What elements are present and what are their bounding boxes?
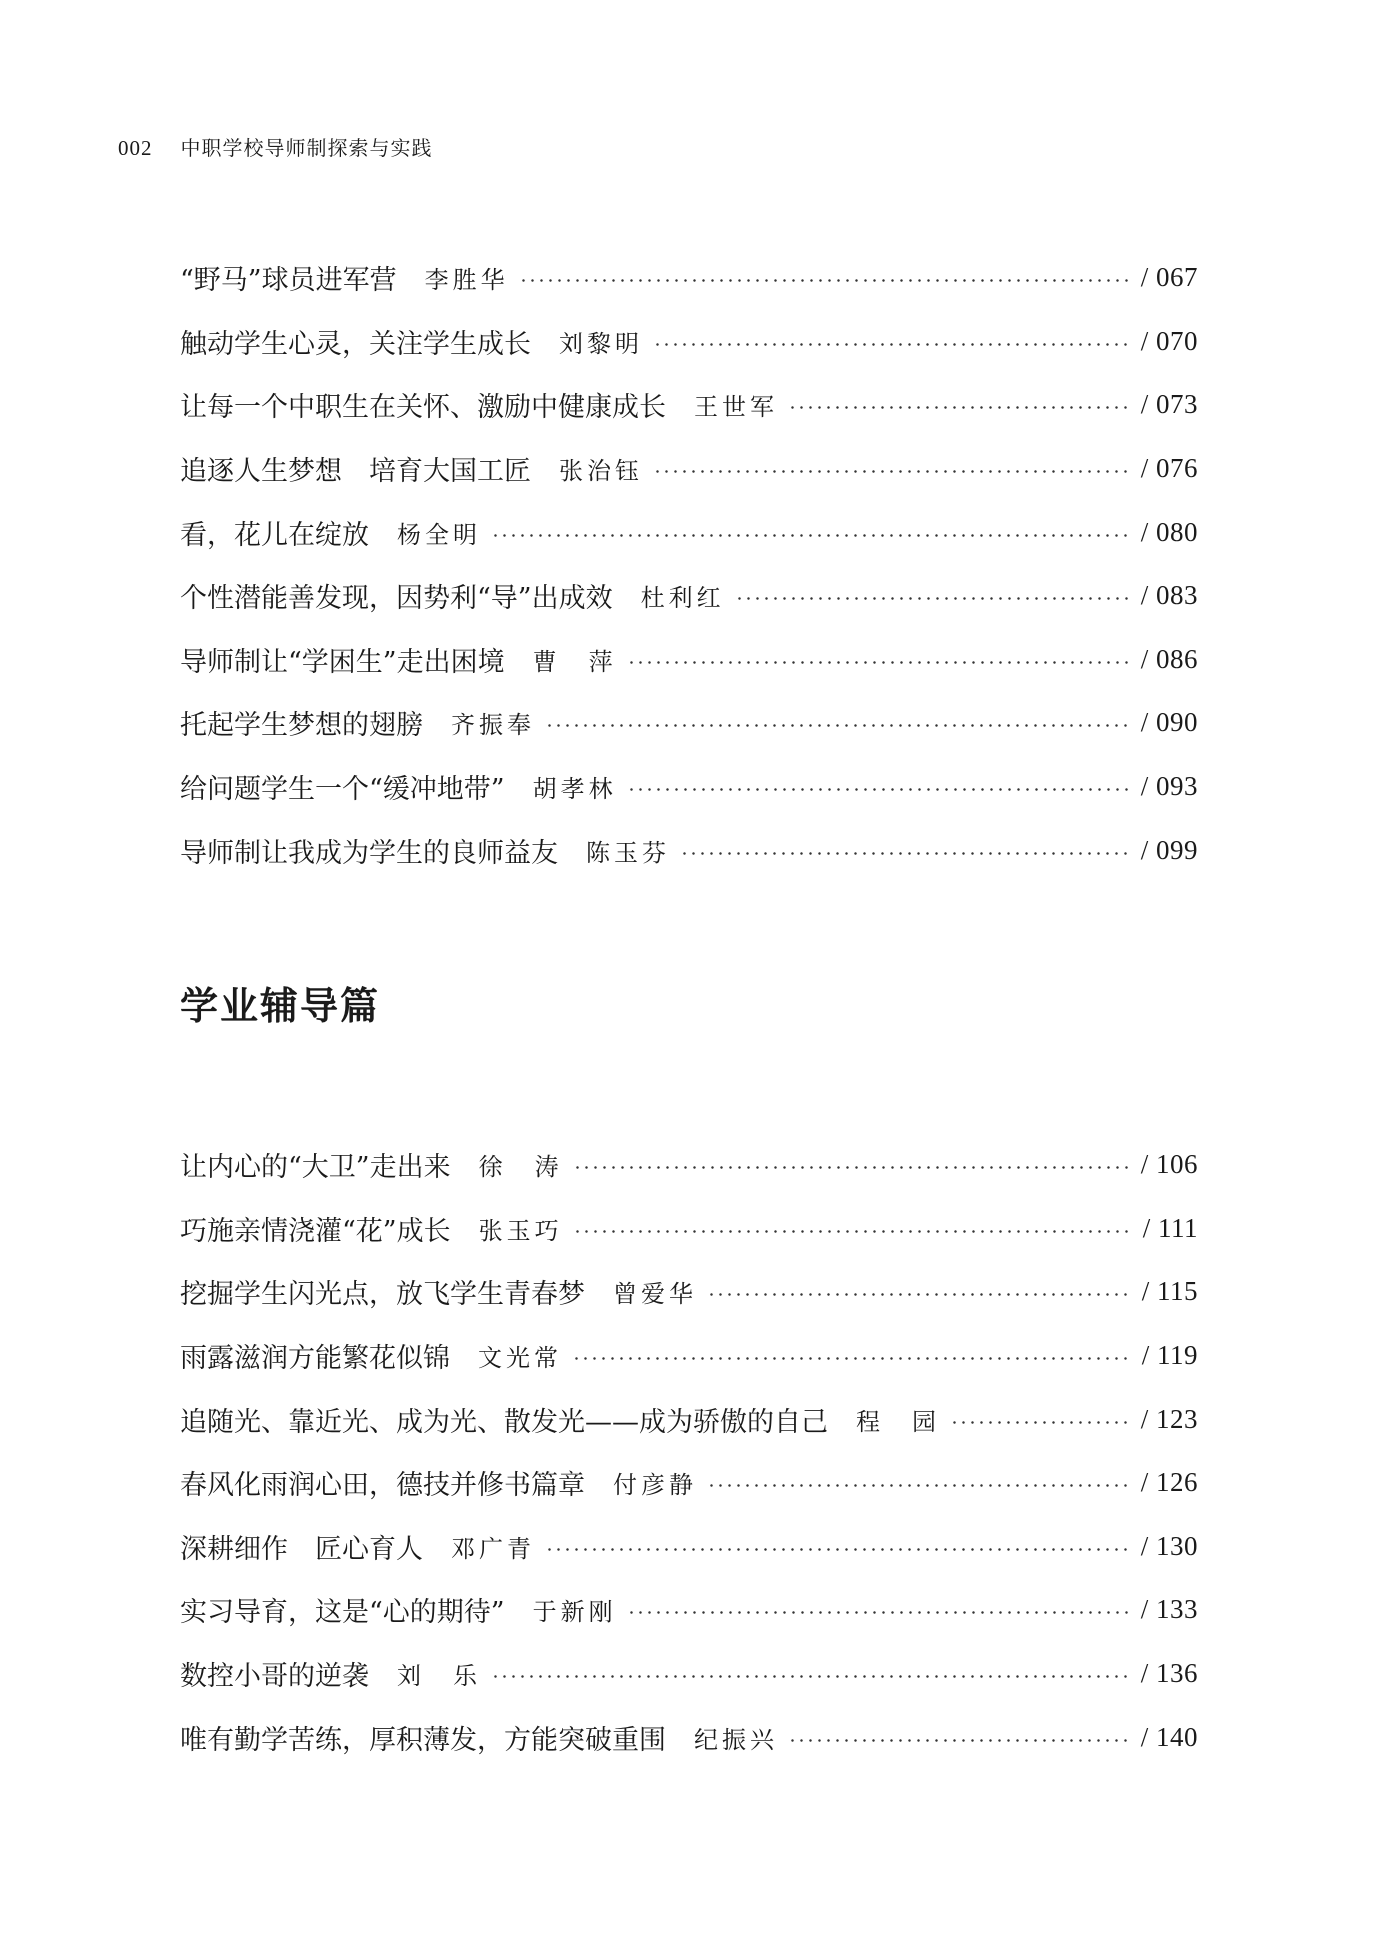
toc-entry-title: “野马”球员进军营: [180, 265, 397, 297]
toc-entry-author: 于新刚: [532, 1598, 617, 1627]
toc-entry[interactable]: [180, 246, 1198, 310]
dot-leader: [653, 470, 1131, 473]
toc-entry[interactable]: [180, 437, 1198, 501]
toc-entry-title: 春风化雨润心田，德技并修书篇章: [180, 1470, 585, 1502]
dot-leader: [653, 343, 1131, 346]
dot-leader: [735, 597, 1131, 600]
header-book-title: 中职学校导师制探索与实践: [180, 136, 433, 160]
toc-entry-page: / 106: [1140, 1149, 1198, 1180]
toc-entry[interactable]: [180, 1260, 1198, 1324]
toc-entry-author: 陈玉芬: [586, 838, 670, 867]
toc-entry-title: 唯有勤学苦练，厚积薄发，方能突破重围: [180, 1724, 666, 1756]
toc-entry-page: / 123: [1140, 1403, 1198, 1434]
toc-entry[interactable]: [180, 818, 1198, 882]
toc-entry[interactable]: [180, 755, 1198, 819]
toc-entry-page: / 076: [1140, 453, 1198, 484]
toc-entry-title: 让内心的“大卫”走出来: [180, 1152, 451, 1184]
dot-leader: [627, 788, 1131, 791]
toc-entry-title: 托起学生梦想的翅膀: [180, 710, 423, 742]
toc-entry-page: / 099: [1140, 834, 1198, 865]
toc-entry[interactable]: [180, 1387, 1198, 1451]
section-heading: 学业辅导篇: [180, 984, 381, 1028]
toc-entry-page: / 115: [1141, 1276, 1198, 1307]
dot-leader: [788, 406, 1131, 409]
toc-entry[interactable]: [180, 1324, 1198, 1388]
toc-entry[interactable]: [180, 691, 1198, 755]
toc-entry-author: 程 园: [856, 1407, 940, 1436]
toc-entry-author: 张玉巧: [478, 1216, 563, 1245]
toc-entry-title: 导师制让我成为学生的良师益友: [180, 837, 558, 869]
toc-entry-author: 杨全明: [397, 520, 481, 549]
dot-leader: [519, 279, 1131, 282]
toc-entry-title: 雨露滋润方能繁花似锦: [180, 1343, 450, 1375]
toc-entry[interactable]: [180, 500, 1198, 564]
toc-entry-title: 触动学生心灵，关注学生成长: [180, 328, 531, 360]
toc-entry[interactable]: [180, 1705, 1198, 1769]
dot-leader: [491, 534, 1131, 537]
dot-leader: [573, 1166, 1131, 1169]
dot-leader: [545, 724, 1131, 727]
toc-entry-title: 深耕细作 匠心育人: [180, 1533, 423, 1565]
dot-leader: [707, 1293, 1132, 1296]
toc-entry-title: 数控小哥的逆袭: [180, 1661, 369, 1693]
toc-entry-author: 曾爱华: [613, 1280, 697, 1309]
toc-entry-page: / 093: [1140, 771, 1198, 802]
dot-leader: [627, 661, 1131, 664]
toc-entry-title: 导师制让“学困生”走出困境: [180, 646, 505, 678]
toc-entry-author: 刘 乐: [397, 1662, 481, 1691]
dot-leader: [788, 1739, 1131, 1742]
toc-entry-author: 刘黎明: [559, 329, 643, 358]
toc-entry-title: 追逐人生梦想 培育大国工匠: [180, 456, 531, 488]
running-header: [118, 132, 433, 161]
dot-leader: [572, 1357, 1132, 1360]
toc-entry[interactable]: [180, 1133, 1198, 1197]
dot-leader: [545, 1548, 1131, 1551]
toc-entry-author: 齐振奉: [451, 711, 535, 740]
toc-entry-author: 徐 涛: [478, 1153, 563, 1182]
toc-entry[interactable]: [180, 1451, 1198, 1515]
dot-leader: [491, 1675, 1131, 1678]
toc-entry-author: 曹 萍: [532, 647, 617, 676]
toc-entry-author: 李胜华: [424, 266, 509, 295]
toc-entry-title: 巧施亲情浇灌“花”成长: [180, 1215, 451, 1247]
toc-list-group-2: [180, 1133, 1198, 1769]
toc-entry-page: / 126: [1140, 1467, 1198, 1498]
toc-entry-title: 追随光、靠近光、成为光、散发光——成为骄傲的自己: [180, 1406, 828, 1438]
toc-entry-author: 付彦静: [613, 1471, 697, 1500]
toc-list-group-1: [180, 246, 1198, 882]
toc-entry[interactable]: [180, 1642, 1198, 1706]
toc-entry-page: / 067: [1140, 262, 1198, 293]
toc-entry-page: / 090: [1140, 707, 1198, 738]
toc-entry-title: 给问题学生一个“缓冲地带”: [180, 774, 505, 806]
toc-entry[interactable]: [180, 1515, 1198, 1579]
toc-entry-page: / 136: [1140, 1658, 1198, 1689]
dot-leader: [707, 1484, 1131, 1487]
toc-entry-page: / 119: [1141, 1340, 1198, 1371]
toc-entry-page: / 133: [1140, 1594, 1198, 1625]
toc-entry-author: 邓广青: [451, 1534, 535, 1563]
toc-entry-page: / 111: [1142, 1212, 1198, 1243]
toc-entry-author: 纪振兴: [694, 1725, 778, 1754]
dot-leader: [627, 1611, 1131, 1614]
toc-entry-page: / 130: [1140, 1530, 1198, 1561]
toc-entry-title: 个性潜能善发现，因势利“导”出成效: [180, 583, 613, 615]
toc-entry-author: 文光常: [478, 1344, 562, 1373]
dot-leader: [573, 1230, 1133, 1233]
toc-entry-author: 王世军: [694, 393, 778, 422]
toc-entry[interactable]: [180, 564, 1198, 628]
toc-entry[interactable]: [180, 628, 1198, 692]
header-page-number: 002: [118, 136, 153, 160]
toc-entry-page: / 080: [1140, 516, 1198, 547]
toc-entry[interactable]: [180, 310, 1198, 374]
toc-entry-author: 杜利红: [640, 584, 725, 613]
toc-entry[interactable]: [180, 1578, 1198, 1642]
dot-leader: [950, 1421, 1131, 1424]
toc-entry-page: / 083: [1140, 580, 1198, 611]
toc-entry-page: / 086: [1140, 643, 1198, 674]
toc-entry[interactable]: [180, 373, 1198, 437]
toc-entry-page: / 070: [1140, 325, 1198, 356]
toc-entry-page: / 073: [1140, 389, 1198, 420]
toc-entry-title: 让每一个中职生在关怀、激励中健康成长: [180, 392, 666, 424]
toc-entry-title: 看，花儿在绽放: [180, 519, 369, 551]
toc-entry-title: 实习导育，这是“心的期待”: [180, 1597, 505, 1629]
toc-entry-page: / 140: [1140, 1721, 1198, 1752]
toc-entry-author: 胡孝林: [532, 775, 617, 804]
toc-entry[interactable]: [180, 1197, 1198, 1261]
toc-entry-title: 挖掘学生闪光点，放飞学生青春梦: [180, 1279, 585, 1311]
dot-leader: [680, 852, 1131, 855]
toc-entry-author: 张治钰: [559, 457, 643, 486]
